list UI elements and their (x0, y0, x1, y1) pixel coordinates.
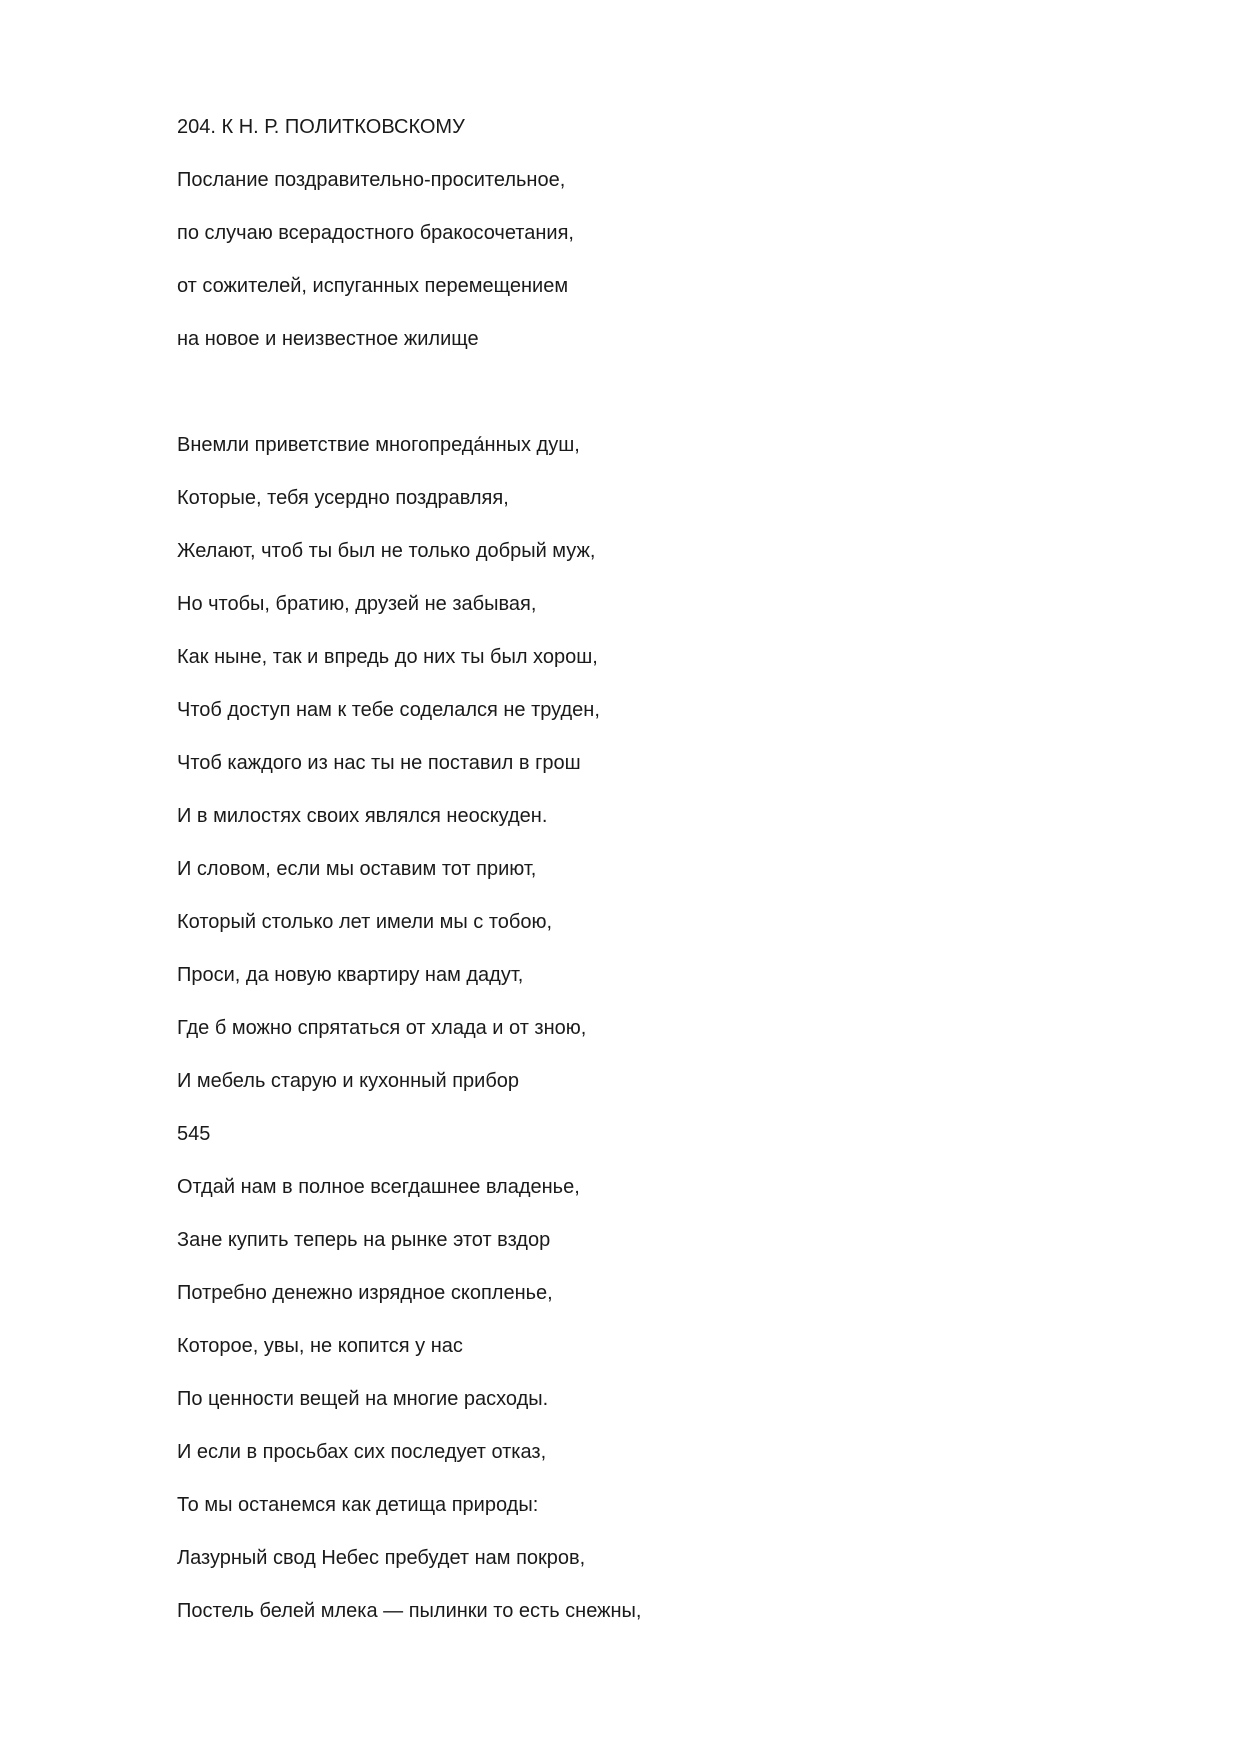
verse-line: И мебель старую и кухонный прибор (177, 1070, 520, 1092)
verse-line: Лазурный свод Небес пребудет нам покров, (177, 1547, 586, 1569)
subtitle-line: по случаю всерадостного бракосочетания, (177, 222, 574, 244)
verse-line: Чтоб каждого из нас ты не поставил в грош (177, 752, 581, 774)
poem-title: 204. К Н. Р. ПОЛИТКОВСКОМУ (177, 116, 465, 138)
verse-line: Чтоб доступ нам к тебе соделался не труден, (177, 699, 600, 721)
verse-line: То мы останемся как детища природы: (177, 1494, 539, 1516)
verse-line: Которые, тебя усердно поздравляя, (177, 487, 509, 509)
verse-line: Зане купить теперь на рынке этот вздор (177, 1229, 551, 1251)
stanza-gap (177, 379, 1177, 432)
verse-line: Как ныне, так и впредь до них ты был хорош, (177, 646, 598, 668)
verse-line: Внемли приветствие многопреда́нных душ, (177, 434, 580, 456)
verse-line: Но чтобы, братию, друзей не забывая, (177, 593, 537, 615)
subtitle-line: от сожителей, испуганных перемещением (177, 275, 569, 297)
verse-line: Проси, да новую квартиру нам дадут, (177, 964, 524, 986)
verse-line: По ценности вещей на многие расходы. (177, 1388, 549, 1410)
verse-line: И в милостях своих являлся неоскуден. (177, 805, 548, 827)
verse-line: Постель белей млека — пылинки то есть снежны, (177, 1600, 642, 1622)
verse-line: И если в просьбах сих последует отказ, (177, 1441, 547, 1463)
page-number: 545 (177, 1123, 211, 1145)
verse-line: Где б можно спрятаться от хлада и от зною, (177, 1017, 587, 1039)
verse-line: Которое, увы, не копится у нас (177, 1335, 463, 1357)
verse-line: Отдай нам в полное всегдашнее владенье, (177, 1176, 580, 1198)
verse-line: Желают, чтоб ты был не только добрый муж, (177, 540, 596, 562)
poem-text (177, 114, 1177, 1651)
verse-line: И словом, если мы оставим тот приют, (177, 858, 537, 880)
subtitle-line: Послание поздравительно-просительное, (177, 169, 566, 191)
verse-line: Потребно денежно изрядное скопленье, (177, 1282, 553, 1304)
verse-line: Который столько лет имели мы с тобою, (177, 911, 553, 933)
subtitle-line: на новое и неизвестное жилище (177, 328, 479, 350)
